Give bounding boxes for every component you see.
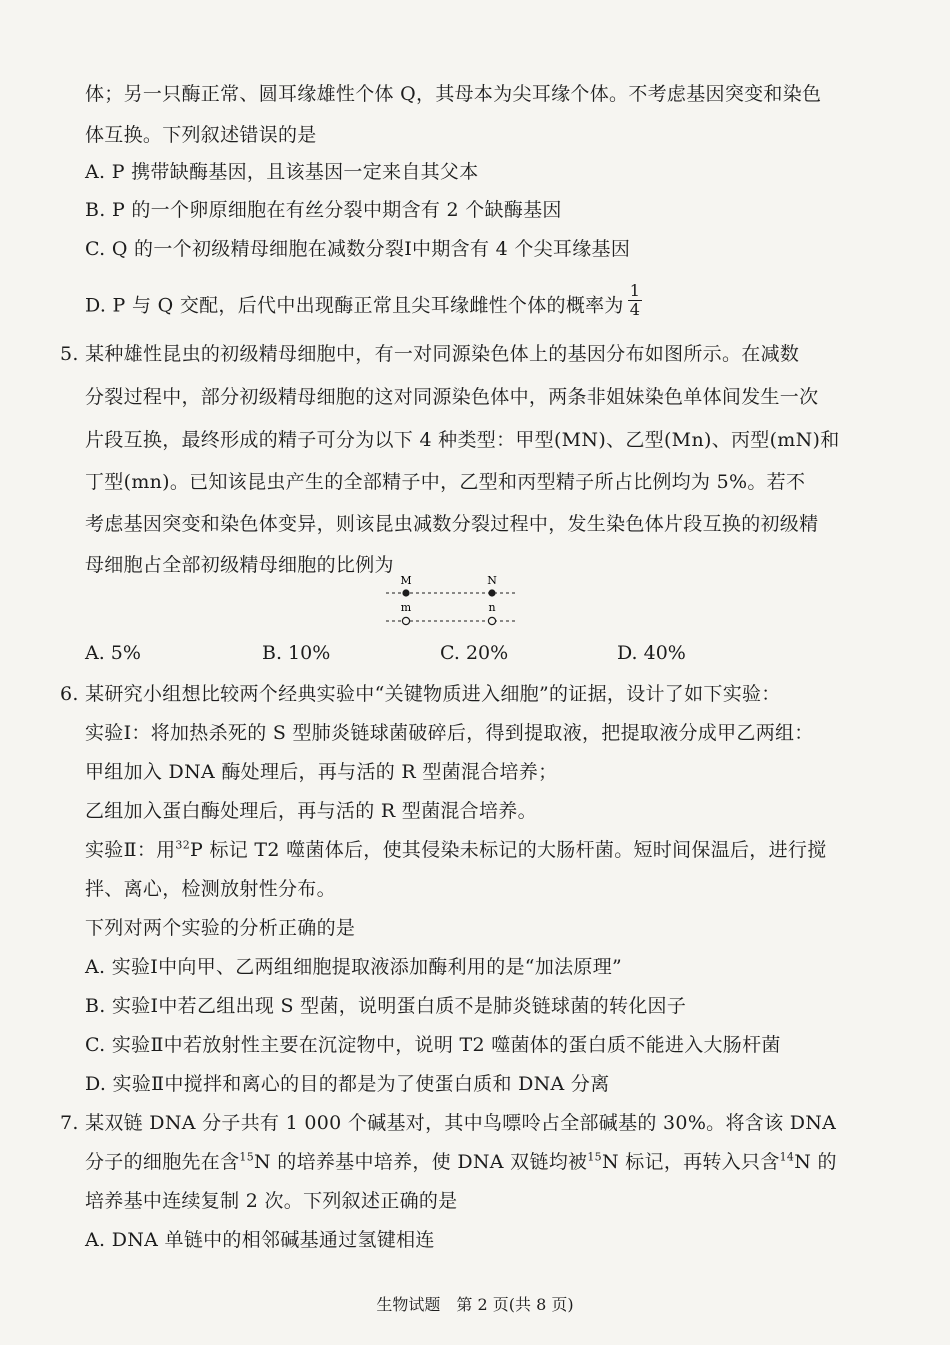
isotope-superscript: 32 — [175, 838, 191, 852]
gene-label-m: m — [400, 601, 412, 614]
gene-label-M: M — [400, 574, 412, 587]
q6-stem-line6: 拌、离心，检测放射性分布。 — [85, 878, 336, 900]
q5-stem-line4: 丁型(mn)。已知该昆虫产生的全部精子中，乙型和丙型精子所占比例均为 5%。若不 — [85, 471, 806, 493]
gene-locus-M — [402, 589, 409, 596]
q6-stem-line3: 甲组加入 DNA 酶处理后，再与活的 R 型菌混合培养； — [85, 761, 558, 783]
q7-option-a: A. DNA 单链中的相邻碱基通过氢键相连 — [85, 1229, 435, 1251]
q7-line2-part2: N 的培养基中培养，使 DNA 双链均被 — [254, 1151, 588, 1173]
q5-stem-line1: 5. 某种雄性昆虫的初级精母细胞中，有一对同源染色体上的基因分布如图所示。在减数 — [60, 343, 800, 365]
q7-line2-part1: 分子的细胞先在含 — [85, 1151, 240, 1173]
q5-option-c: C. 20% — [440, 642, 509, 664]
q4-option-c: C. Q 的一个初级精母细胞在减数分裂Ⅰ中期含有 4 个尖耳缘基因 — [85, 238, 631, 260]
q6-option-c: C. 实验Ⅱ中若放射性主要在沉淀物中，说明 T2 噬菌体的蛋白质不能进入大肠杆菌 — [85, 1034, 781, 1056]
gene-locus-n — [488, 617, 495, 624]
gene-label-N: N — [487, 574, 497, 587]
q6-option-a: A. 实验Ⅰ中向甲、乙两组细胞提取液添加酶利用的是“加法原理” — [85, 956, 623, 978]
q5-stem-line6: 母细胞占全部初级精母细胞的比例为 — [85, 554, 394, 576]
q5-option-a: A. 5% — [85, 642, 141, 664]
isotope-superscript: 15 — [587, 1150, 602, 1164]
q4-option-b: B. P 的一个卵原细胞在有丝分裂中期含有 2 个缺酶基因 — [85, 199, 562, 221]
q5-stem-line2: 分裂过程中，部分初级精母细胞的这对同源染色体中，两条非姐妹染色单体间发生一次 — [85, 386, 819, 408]
q6-stem-line1: 6. 某研究小组想比较两个经典实验中“关键物质进入细胞”的证据，设计了如下实验： — [60, 683, 781, 705]
q6-option-b: B. 实验Ⅰ中若乙组出现 S 型菌，说明蛋白质不是肺炎链球菌的转化因子 — [85, 995, 687, 1017]
q7-line2-part4: N 的 — [794, 1151, 837, 1173]
q5-option-d: D. 40% — [617, 642, 686, 664]
page-footer: 生物试题 第 2 页(共 8 页) — [376, 1295, 574, 1314]
q5-stem-line5: 考虑基因突变和染色体变异，则该昆虫减数分裂过程中，发生染色体片段互换的初级精 — [85, 513, 819, 535]
q6-stem-line7: 下列对两个实验的分析正确的是 — [85, 917, 356, 939]
fraction-denominator: 4 — [629, 300, 641, 319]
q7-stem-line3: 培养基中连续复制 2 次。下列叙述正确的是 — [85, 1190, 458, 1212]
q4-option-d-text: D. P 与 Q 交配，后代中出现酶正常且尖耳缘雌性个体的概率为 — [85, 294, 624, 317]
q6-line5-part2: P 标记 T2 噬菌体后，使其侵染未标记的大肠杆菌。短时间保温后，进行搅 — [190, 839, 827, 861]
q7-stem-line1: 7. 某双链 DNA 分子共有 1 000 个碱基对，其中鸟嘌呤占全部碱基的 30%。将含该 DNA — [60, 1112, 837, 1134]
fraction-numerator: 1 — [629, 281, 641, 300]
q6-line5-part1: 实验Ⅱ：用 — [85, 839, 176, 861]
isotope-superscript: 15 — [239, 1150, 255, 1164]
q5-option-b: B. 10% — [262, 642, 331, 664]
q7-line2-part3: N 标记，再转入只含 — [601, 1151, 780, 1173]
q6-option-d: D. 实验Ⅱ中搅拌和离心的目的都是为了使蛋白质和 DNA 分离 — [85, 1073, 610, 1095]
q6-stem-line4: 乙组加入蛋白酶处理后，再与活的 R 型菌混合培养。 — [85, 800, 537, 822]
gene-locus-m — [402, 617, 409, 624]
isotope-superscript: 14 — [779, 1150, 795, 1164]
q6-stem-line5 — [85, 838, 827, 862]
fraction — [628, 282, 642, 319]
chromosome-gene-diagram — [382, 574, 522, 630]
gene-label-n: n — [488, 601, 496, 614]
q5-stem-line3: 片段互换，最终形成的精子可分为以下 4 种类型：甲型(MN)、乙型(Mn)、丙型(mN)和 — [85, 429, 840, 451]
q4-stem-line1: 体；另一只酶正常、圆耳缘雄性个体 Q，其母本为尖耳缘个体。不考虑基因突变和染色 — [85, 83, 822, 105]
q6-stem-line2: 实验Ⅰ：将加热杀死的 S 型肺炎链球菌破碎后，得到提取液，把提取液分成甲乙两组： — [85, 722, 814, 744]
q4-option-a: A. P 携带缺酶基因，且该基因一定来自其父本 — [85, 161, 479, 183]
q4-stem-line2: 体互换。下列叙述错误的是 — [85, 124, 317, 146]
q7-stem-line2 — [85, 1150, 837, 1174]
q4-option-d — [85, 281, 642, 325]
q5-options — [0, 641, 950, 667]
gene-locus-N — [488, 589, 495, 596]
